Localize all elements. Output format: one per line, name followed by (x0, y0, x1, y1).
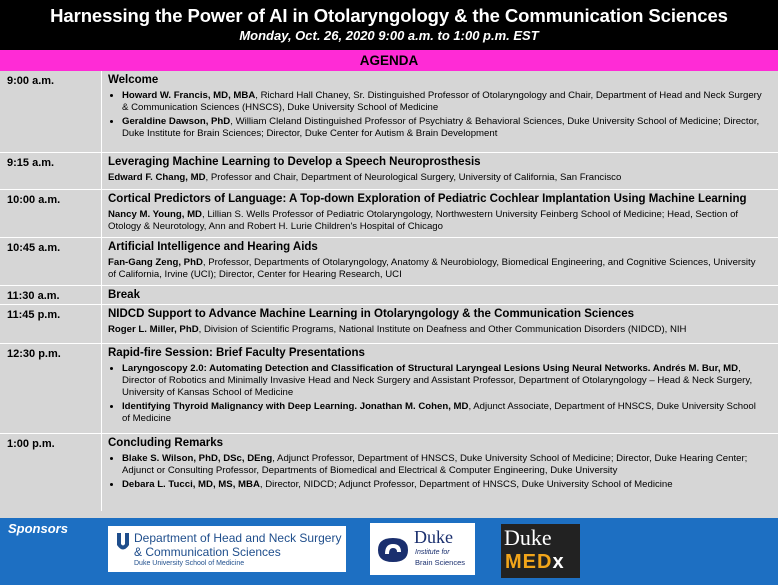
speaker-list-item (122, 363, 766, 399)
speaker-name: Roger L. Miller, PhD (108, 324, 199, 335)
speaker-name: Debara L. Tucci, MD, MS, MBA (122, 479, 260, 490)
speaker-name: Howard W. Francis, MD, MBA (122, 90, 256, 101)
duke-shield-icon (116, 532, 130, 552)
agenda-row (0, 304, 778, 343)
speaker-name: Laryngoscopy 2.0: Automating Detection and Classification of Structural Laryngeal Lesions Using Neural Networks. Andrés M. Bur, MD (122, 363, 739, 374)
agenda-table (0, 71, 778, 518)
speaker-list (108, 90, 766, 140)
session-content (102, 238, 778, 285)
agenda-heading: AGENDA (0, 50, 778, 71)
speaker-affiliation: , Director, NIDCD; Adjunct Professor, Department of HNSCS, Duke University School of Medicine (259, 479, 673, 490)
speaker-list-item (122, 479, 766, 491)
event-date-time: Monday, Oct. 26, 2020 9:00 a.m. to 1:00 p.m. EST (239, 28, 539, 43)
speaker-name: Geraldine Dawson, PhD (122, 116, 231, 127)
speaker-name: Nancy M. Young, MD (108, 209, 202, 220)
session-title: Artificial Intelligence and Hearing Aids (108, 241, 318, 253)
session-time: 11:30 a.m. (0, 286, 102, 304)
medx-logo-x: x (552, 551, 565, 573)
speaker-list-item (122, 116, 766, 140)
speaker-affiliation: , Director of Robotics and Minimally Invasive Head and Neck Surgery and Assistant Professor, Department of Otolaryngology – Head & Neck Surgery, University of Kansas School of Medicine (122, 363, 753, 398)
header (0, 0, 778, 50)
speaker-affiliation: , Professor and Chair, Department of Neurological Surgery, University of California, San Francisco (205, 172, 622, 183)
medx-logo (501, 524, 580, 578)
hnscs-logo-line2: & Communication Sciences (134, 545, 281, 559)
speaker-affiliation: , William Cleland Distinguished Professor of Psychiatry & Behavioral Sciences, Duke University School of Medicine; Director, Duke Institute for Brain Sciences; Director, Duke Center for Autism & Brain Development (122, 116, 760, 139)
agenda-row (0, 189, 778, 237)
agenda-row (0, 71, 778, 152)
speaker-affiliation: , Division of Scientific Programs, National Institute on Deafness and Other Communication Disorders (NIDCD), NIH (198, 324, 687, 335)
session-time: 11:45 p.m. (0, 305, 102, 343)
hnscs-logo (108, 526, 346, 572)
speaker-list (108, 453, 766, 491)
brain-logo-brain-sciences: Brain Sciences (415, 558, 466, 567)
brain-logo-institute: Institute for (415, 549, 450, 556)
speaker-affiliation: , Richard Hall Chaney, Sr. Distinguished Professor of Otolaryngology and Chair, Department of Head and Neck Surgery & Communication Sciences (HNSCS), Duke University School of Medicine (122, 90, 762, 113)
sponsors-label: Sponsors (8, 521, 68, 536)
session-title: Cortical Predictors of Language: A Top-down Exploration of Pediatric Cochlear Implantation Using Machine Learning (108, 193, 747, 205)
brain-mark-icon (376, 536, 410, 564)
speaker-name: Blake S. Wilson, PhD, DSc, DEng (122, 453, 273, 464)
hnscs-logo-line3: Duke University School of Medicine (134, 560, 245, 567)
session-time: 9:15 a.m. (0, 153, 102, 189)
medx-logo-med: MED (505, 551, 553, 573)
session-speaker (108, 172, 766, 184)
agenda-row (0, 285, 778, 304)
speaker-name: Identifying Thyroid Malignancy with Deep Learning. Jonathan M. Cohen, MD (122, 401, 469, 412)
brain-logo-duke: Duke (414, 527, 453, 547)
session-title: Rapid-fire Session: Brief Faculty Presentations (108, 347, 365, 359)
session-time: 12:30 p.m. (0, 344, 102, 433)
session-title: NIDCD Support to Advance Machine Learning in Otolaryngology & the Communication Sciences (108, 308, 635, 320)
session-speaker (108, 257, 766, 281)
speaker-list (108, 363, 766, 425)
agenda-row (0, 343, 778, 433)
speaker-name: Fan-Gang Zeng, PhD (108, 257, 203, 268)
session-content (102, 434, 778, 511)
session-time: 10:00 a.m. (0, 190, 102, 237)
session-content (102, 305, 778, 343)
brain-sciences-logo (370, 523, 475, 575)
speaker-list-item (122, 90, 766, 114)
session-title: Leveraging Machine Learning to Develop a Speech Neuroprosthesis (108, 156, 481, 168)
agenda-row (0, 433, 778, 511)
session-content (102, 344, 778, 433)
session-title: Break (108, 289, 140, 301)
session-speaker (108, 324, 766, 336)
session-title: Concluding Remarks (108, 437, 224, 449)
session-title: Welcome (108, 74, 159, 86)
page-title: Harnessing the Power of AI in Otolaryngology & the Communication Sciences (50, 5, 728, 26)
session-content (102, 71, 778, 152)
sponsors-bar (0, 518, 778, 585)
medx-logo-wordmark (505, 551, 565, 574)
session-time: 9:00 a.m. (0, 71, 102, 152)
speaker-list-item (122, 401, 766, 425)
hnscs-logo-line1: Department of Head and Neck Surgery (134, 531, 342, 545)
agenda-row (0, 237, 778, 285)
session-content (102, 286, 778, 304)
session-content (102, 153, 778, 189)
session-speaker (108, 209, 766, 233)
session-time: 10:45 a.m. (0, 238, 102, 285)
speaker-affiliation: , Lillian S. Wells Professor of Pediatric Otolaryngology, Northwestern University Feinberg School of Medicine; Head, Section of Otology & Neurotology, Ann and Robert H. Lurie Children's Hospital of Chicago (108, 209, 739, 232)
session-content (102, 190, 778, 237)
speaker-name: Edward F. Chang, MD (108, 172, 206, 183)
session-time: 1:00 p.m. (0, 434, 102, 511)
medx-logo-duke: Duke (504, 525, 552, 550)
agenda-row (0, 152, 778, 189)
speaker-affiliation: , Professor, Departments of Otolaryngology, Anatomy & Neurobiology, Biomedical Engineering, and Cognitive Sciences, University of California, Irvine (UCI); Director, Center for Hearing Research, UCI (108, 257, 756, 280)
speaker-affiliation: , Adjunct Professor, Department of HNSCS, Duke University School of Medicine; Director, Duke Hearing Center; Adjunct or Consulting Professor, Departments of Biomedical and Electrical & Computer Engineering, Duke University (122, 453, 748, 476)
speaker-affiliation: , Adjunct Associate, Department of HNSCS, Duke University School of Medicine (122, 401, 756, 424)
speaker-list-item (122, 453, 766, 477)
